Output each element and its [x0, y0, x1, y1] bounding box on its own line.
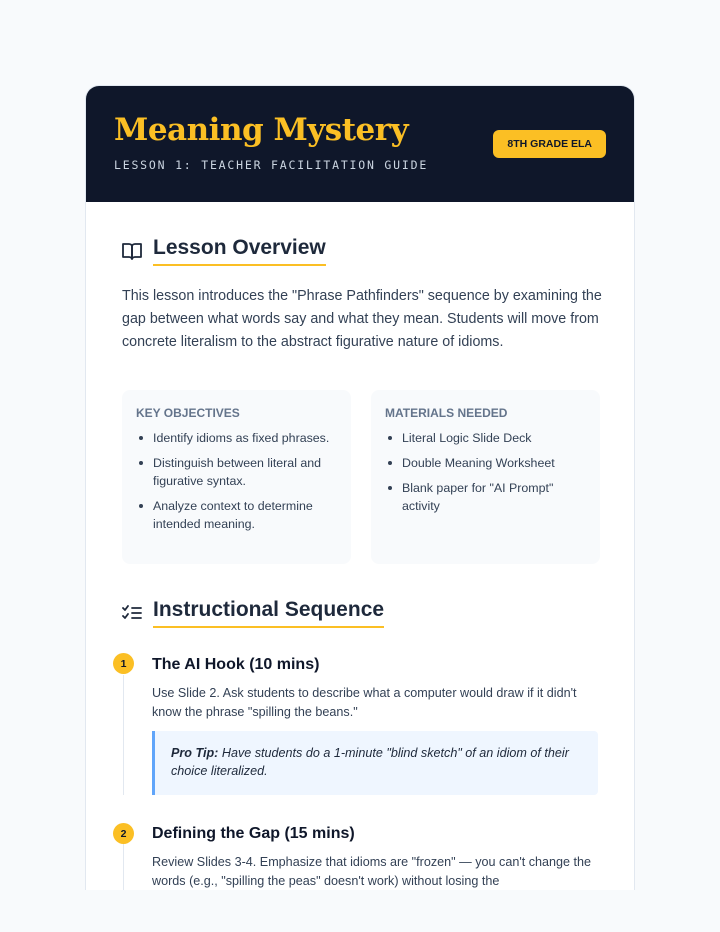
list-item: Identify idioms as fixed phrases.: [136, 429, 337, 447]
objectives-title: KEY OBJECTIVES: [136, 406, 240, 420]
checklist-icon: [121, 602, 143, 624]
sequence-heading-row: [121, 598, 384, 628]
timeline-line: [123, 844, 124, 890]
step-title: Defining the Gap (15 mins): [152, 825, 355, 842]
pro-tip-callout: [152, 731, 598, 795]
tip-label: Pro Tip:: [171, 746, 219, 760]
objectives-list: [136, 429, 337, 533]
list-item: Literal Logic Slide Deck: [385, 429, 586, 447]
page-subtitle: LESSON 1: TEACHER FACILITATION GUIDE: [114, 158, 429, 172]
list-item: Analyze context to determine intended meaning.: [136, 497, 337, 533]
list-item: Double Meaning Worksheet: [385, 454, 586, 472]
grade-badge: 8TH GRADE ELA: [493, 130, 606, 158]
materials-box: [371, 390, 600, 564]
tip-text: Have students do a 1-minute "blind sketch" of an idiom of their choice literalized.: [171, 746, 569, 778]
materials-title: MATERIALS NEEDED: [385, 406, 508, 420]
book-open-icon: [121, 240, 143, 262]
sequence-heading: Instructional Sequence: [153, 598, 384, 628]
step-title: The AI Hook (10 mins): [152, 656, 320, 673]
lesson-card: [85, 85, 635, 890]
overview-heading: Lesson Overview: [153, 236, 326, 266]
step-number: 2: [113, 823, 134, 844]
page-title: Meaning Mystery: [114, 112, 409, 148]
step-description: Review Slides 3-4. Emphasize that idioms are "frozen" — you can't change the words (e.g., "spilling the peas" doesn't work) without losing the: [152, 855, 592, 888]
objectives-box: [122, 390, 351, 564]
overview-body: This lesson introduces the "Phrase Pathfinders" sequence by examining the gap between what words say and what they mean. Students will move from concrete literalism to the abstract figurative nature of idioms.: [122, 288, 602, 350]
materials-list: [385, 429, 586, 515]
timeline-line: [123, 675, 124, 795]
list-item: Distinguish between literal and figurative syntax.: [136, 454, 337, 490]
list-item: Blank paper for "AI Prompt" activity: [385, 479, 586, 515]
lesson-header: [86, 86, 634, 202]
step-description: Use Slide 2. Ask students to describe what a computer would draw if it didn't know the phrase "spilling the beans.": [152, 686, 577, 719]
step-number: 1: [113, 653, 134, 674]
overview-heading-row: [121, 236, 326, 266]
